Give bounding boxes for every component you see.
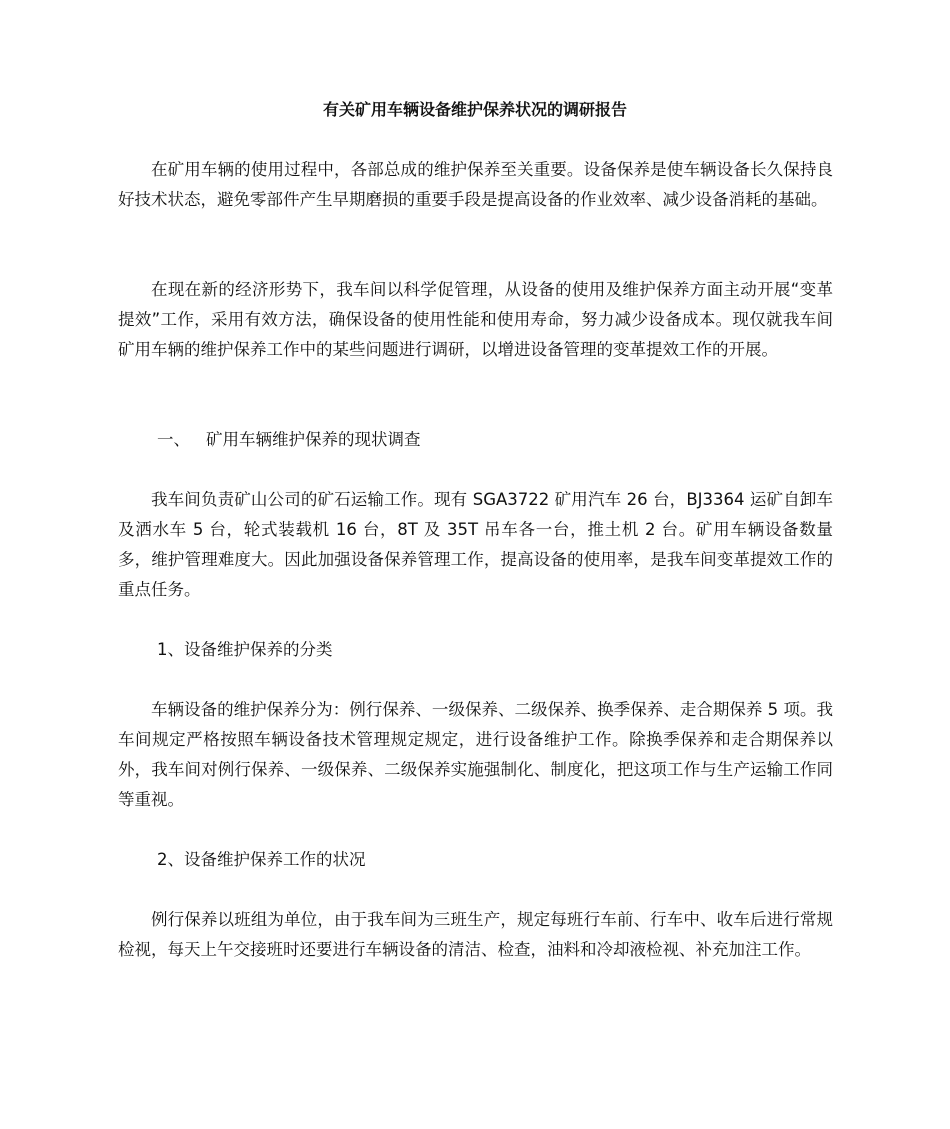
section-heading-1 <box>157 425 837 455</box>
paragraph-routine-maintenance: 例行保养以班组为单位，由于我车间为三班生产，规定每班行车前、行车中、收车后进行常规检视，每天上午交接班时还要进行车辆设备的清洁、检查，油料和冷却液检视、补充加注工作。 <box>118 910 833 959</box>
paragraph-background: 在现在新的经济形势下，我车间以科学促管理，从设备的使用及维护保养方面主动开展“变革提效”工作，采用有效方法，确保设备的使用性能和使用寿命，努力减少设备成本。现仅就我车间矿用车辆的维护保养工作中的某些问题进行调研，以增进设备管理的变革提效工作的开展。 <box>118 280 833 359</box>
paragraph-status: 我车间负责矿山公司的矿石运输工作。现有 SGA3722 矿用汽车 26 台，BJ3364 运矿自卸车及洒水车 5 台，轮式装载机 16 台，8T 及 35T 吊车各一台，推土机 2 台。矿用车辆设备数量多，维护管理难度大。因此加强设备保养管理工作，提高设备的使用率，是我车间变革提效工作的重点任务。 <box>118 490 833 599</box>
section-number: 一、 <box>157 430 190 449</box>
subsection-heading-2: 2、设备维护保养工作的状况 <box>157 850 366 869</box>
paragraph-classification: 车辆设备的维护保养分为：例行保养、一级保养、二级保养、换季保养、走合期保养 5 项。我车间规定严格按照车辆设备技术管理规定规定，进行设备维护工作。除换季保养和走合期保养以外，我车间对例行保养、一级保养、二级保养实施强制化、制度化，把这项工作与生产运输工作同等重视。 <box>118 700 833 809</box>
document-title: 有关矿用车辆设备维护保养状况的调研报告 <box>322 100 627 119</box>
paragraph-intro: 在矿用车辆的使用过程中，各部总成的维护保养至关重要。设备保养是使车辆设备长久保持良好技术状态，避免零部件产生早期磨损的重要手段是提高设备的作业效率、减少设备消耗的基础。 <box>118 160 833 209</box>
section-title: 矿用车辆维护保养的现状调查 <box>206 430 421 449</box>
subsection-heading-1: 1、设备维护保养的分类 <box>157 640 333 659</box>
